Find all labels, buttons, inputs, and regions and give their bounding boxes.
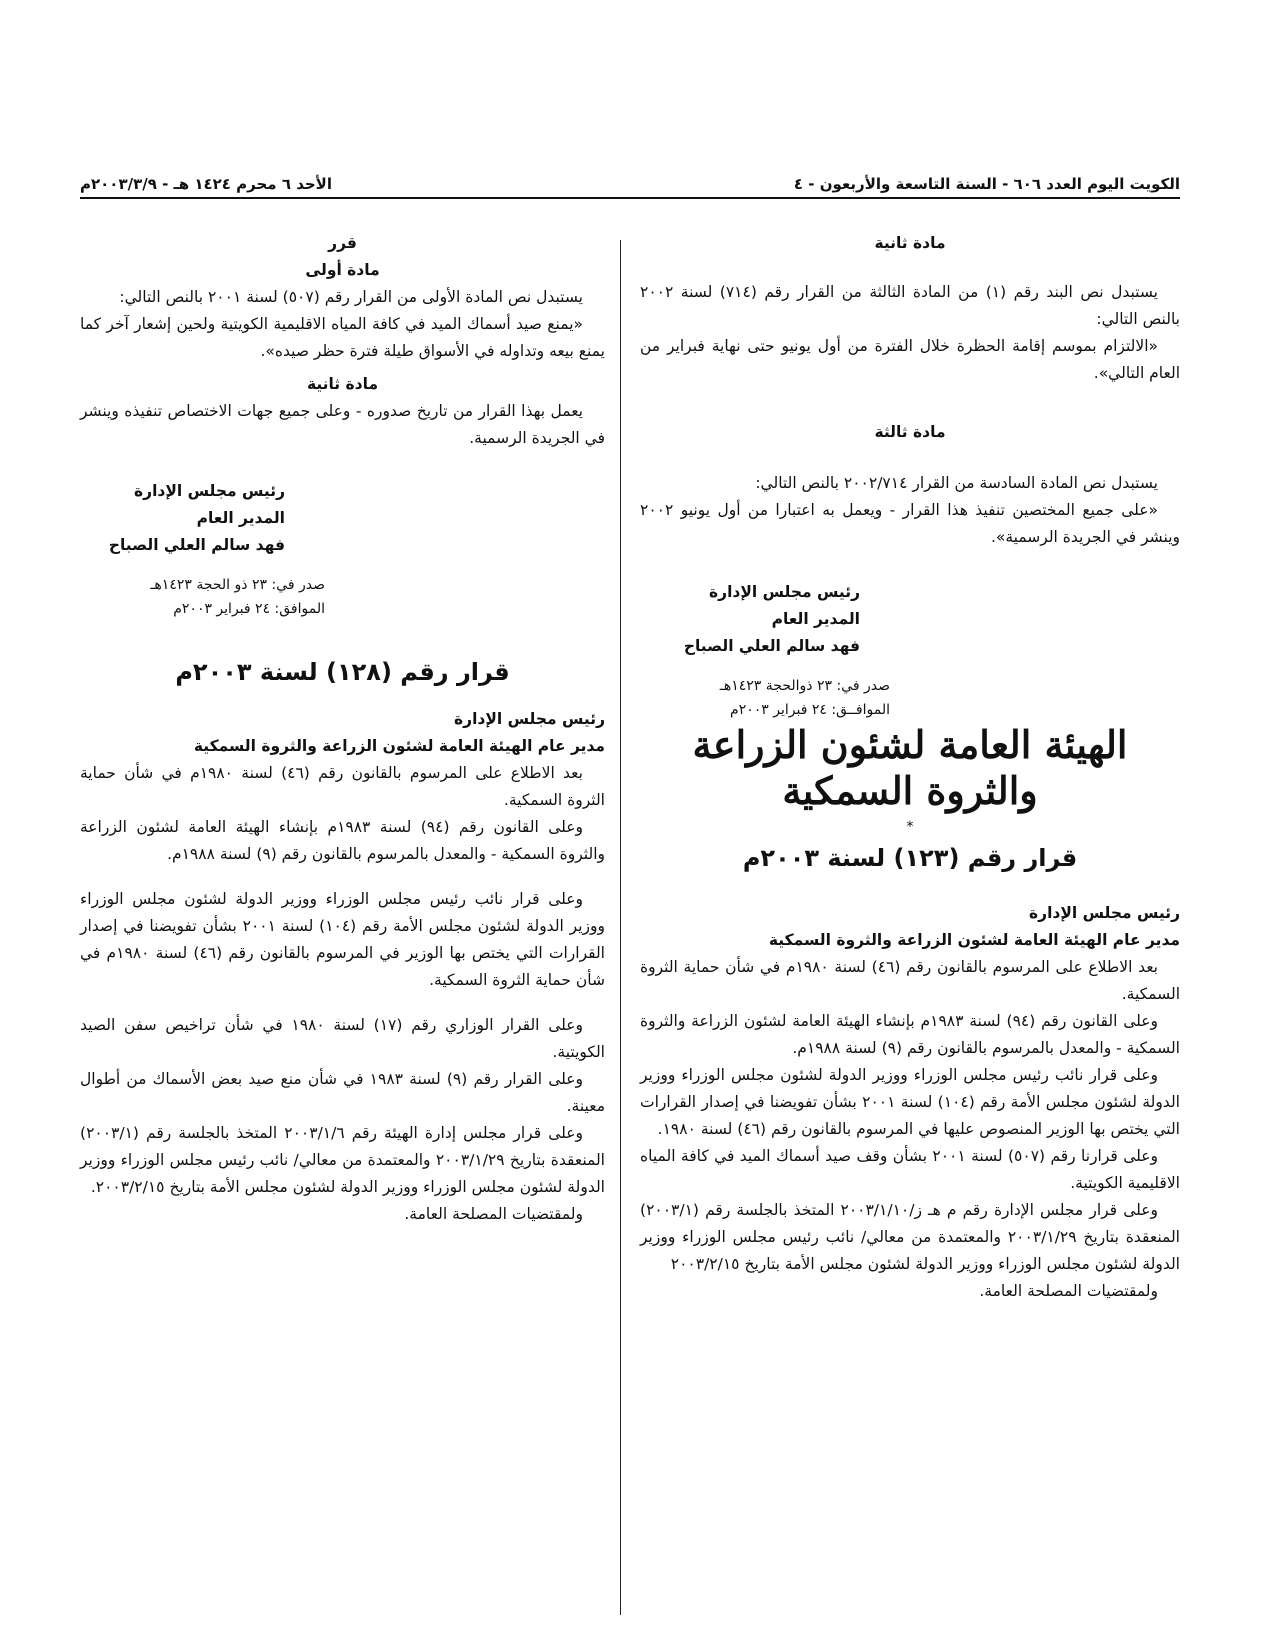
left-column — [80, 230, 605, 1228]
signature-role: المدير العام — [196, 509, 285, 527]
signature-block — [640, 579, 1180, 660]
decided-heading: قرر — [328, 234, 357, 252]
article-text: يستبدل نص المادة الأولى من القرار رقم (٥٠٧) لسنة ٢٠٠١ بالنص التالي: — [119, 288, 583, 306]
preamble-paragraph: ولمقتضيات المصلحة العامة. — [979, 1282, 1158, 1300]
star-separator: * — [906, 819, 914, 835]
issue-date-hijri: صدر في: ٢٣ ذوالحجة ١٤٢٣هـ — [719, 678, 890, 694]
decision-issuer: رئيس مجلس الإدارة — [454, 710, 605, 728]
page-header — [80, 175, 1180, 199]
preamble-paragraph: وعلى قرار نائب رئيس مجلس الوزراء ووزير الدولة لشئون مجلس الوزراء ووزير الدولة لشئون مجلس الأمة رقم (١٠٤) لسنة ٢٠٠١ بشأن تفويضنا في إصدار القرارات التي يختص بها الوزير في المرسوم بالقانون رقم (٤٦) لسنة ١٩٨٠م في شأن حماية الثروة السمكية. — [80, 890, 605, 989]
decision-issuer-role: مدير عام الهيئة العامة لشئون الزراعة والثروة السمكية — [768, 931, 1180, 949]
article-text: يستبدل نص البند رقم (١) من المادة الثالثة من القرار رقم (٧١٤) لسنة ٢٠٠٢ بالنص التالي: — [640, 283, 1180, 328]
article-title: مادة أولى — [305, 261, 380, 279]
preamble-paragraph: وعلى قرار نائب رئيس مجلس الوزراء ووزير الدولة لشئون مجلس الوزراء ووزير الدولة لشئون مجلس الأمة رقم (١٠٤) لسنة ٢٠٠١ بشأن تفويضنا في إصدار القرارات التي يختص بها الوزير المنصوص عليها في المرسوم بالقانون رقم (٤٦) لسنة ١٩٨٠. — [640, 1066, 1180, 1138]
article-quote: «يمنع صيد أسماك الميد في كافة المياه الاقليمية الكويتية ولحين إشعار آخر كما يمنع بيعه وتداوله في الأسواق طيلة فترة حظر صيده». — [80, 315, 605, 360]
issue-date-block — [80, 573, 605, 621]
preamble-paragraph: بعد الاطلاع على المرسوم بالقانون رقم (٤٦) لسنة ١٩٨٠م في شأن حماية الثروة السمكية. — [640, 958, 1180, 1003]
preamble-paragraph: وعلى القرار رقم (٩) لسنة ١٩٨٣ في شأن منع صيد بعض الأسماك من أطوال معينة. — [80, 1070, 605, 1115]
column-divider — [620, 240, 621, 1615]
signature-name: فهد سالم العلي الصباح — [108, 536, 285, 554]
article-quote: «الالتزام بموسم إقامة الحظرة خلال الفترة من أول يونيو حتى نهاية فبراير من العام التالي». — [640, 337, 1180, 382]
issue-date-gregorian: الموافق: ٢٤ فبراير ٢٠٠٣م — [173, 601, 325, 617]
signature-title: رئيس مجلس الإدارة — [709, 583, 860, 601]
right-column — [640, 230, 1180, 1305]
decision-title: قرار رقم (١٢٣) لسنة ٢٠٠٣م — [742, 844, 1078, 872]
preamble-paragraph: بعد الاطلاع على المرسوم بالقانون رقم (٤٦) لسنة ١٩٨٠م في شأن حماية الثروة السمكية. — [80, 764, 605, 809]
decision-issuer-role: مدير عام الهيئة العامة لشئون الزراعة والثروة السمكية — [193, 737, 605, 755]
preamble-paragraph: وعلى القانون رقم (٩٤) لسنة ١٩٨٣م بإنشاء الهيئة العامة لشئون الزراعة والثروة السمكية - والمعدل بالمرسوم بالقانون رقم (٩) لسنة ١٩٨٨م. — [80, 818, 605, 863]
header-date: الأحد ٦ محرم ١٤٢٤ هـ - ٢٠٠٣/٣/٩م — [80, 175, 332, 193]
preamble-paragraph: ولمقتضيات المصلحة العامة. — [404, 1205, 583, 1223]
organization-banner: الهيئة العامة لشئون الزراعة والثروة السمكية — [692, 722, 1128, 813]
article-text: يعمل بهذا القرار من تاريخ صدوره - وعلى جميع جهات الاختصاص تنفيذه وينشر في الجريدة الرسمية. — [80, 402, 605, 447]
signature-title: رئيس مجلس الإدارة — [134, 482, 285, 500]
issue-date-gregorian: الموافــق: ٢٤ فبراير ٢٠٠٣م — [730, 702, 890, 718]
signature-block — [80, 478, 605, 559]
article-text: يستبدل نص المادة السادسة من القرار ٢٠٠٢/٧١٤ بالنص التالي: — [755, 474, 1158, 492]
article-title: مادة ثالثة — [874, 423, 946, 441]
article-title: مادة ثانية — [306, 375, 379, 393]
preamble-paragraph: وعلى القانون رقم (٩٤) لسنة ١٩٨٣م بإنشاء الهيئة العامة لشئون الزراعة والثروة السمكية - والمعدل بالمرسوم بالقانون رقم (٩) لسنة ١٩٨٨م. — [640, 1012, 1180, 1057]
preamble-paragraph: وعلى قرار مجلس الإدارة رقم م هـ ز/٢٠٠٣/١/١٠ المتخذ بالجلسة رقم (٢٠٠٣/١) المنعقدة بتاريخ ٢٠٠٣/١/٢٩ والمعتمدة من معالي/ نائب رئيس مجلس الوزراء ووزير الدولة لشئون مجلس الوزراء ووزير الدولة لشئون مجلس الأمة بتاريخ ٢٠٠٣/٢/١٥ — [640, 1201, 1180, 1273]
preamble-paragraph: وعلى القرار الوزاري رقم (١٧) لسنة ١٩٨٠ في شأن تراخيص سفن الصيد الكويتية. — [80, 1016, 605, 1061]
header-issue-info: الكويت اليوم العدد ٦٠٦ - السنة التاسعة والأربعون - ٤ — [793, 175, 1180, 193]
issue-date-block — [640, 674, 1180, 722]
decision-issuer: رئيس مجلس الإدارة — [1029, 904, 1180, 922]
preamble-paragraph: وعلى قرار مجلس إدارة الهيئة رقم ٢٠٠٣/١/٦ المتخذ بالجلسة رقم (٢٠٠٣/١) المنعقدة بتاريخ ٢٠٠٣/١/٢٩ والمعتمدة من معالي/ نائب رئيس مجلس الوزراء ووزير الدولة لشئون مجلس الوزراء ووزير الدولة لشئون مجلس الأمة بتاريخ ٢٠٠٣/٢/١٥. — [80, 1124, 605, 1196]
signature-role: المدير العام — [771, 610, 860, 628]
article-quote: «على جميع المختصين تنفيذ هذا القرار - ويعمل به اعتبارا من أول يونيو ٢٠٠٢ وينشر في الجريدة الرسمية». — [640, 501, 1180, 546]
article-title: مادة ثانية — [874, 234, 946, 252]
signature-name: فهد سالم العلي الصباح — [683, 637, 860, 655]
preamble-paragraph: وعلى قرارنا رقم (٥٠٧) لسنة ٢٠٠١ بشأن وقف صيد أسماك الميد في كافة المياه الاقليمية الكويتية. — [640, 1147, 1180, 1192]
issue-date-hijri: صدر في: ٢٣ ذو الحجة ١٤٢٣هـ — [150, 577, 325, 593]
decision-title: قرار رقم (١٢٨) لسنة ٢٠٠٣م — [175, 658, 510, 686]
